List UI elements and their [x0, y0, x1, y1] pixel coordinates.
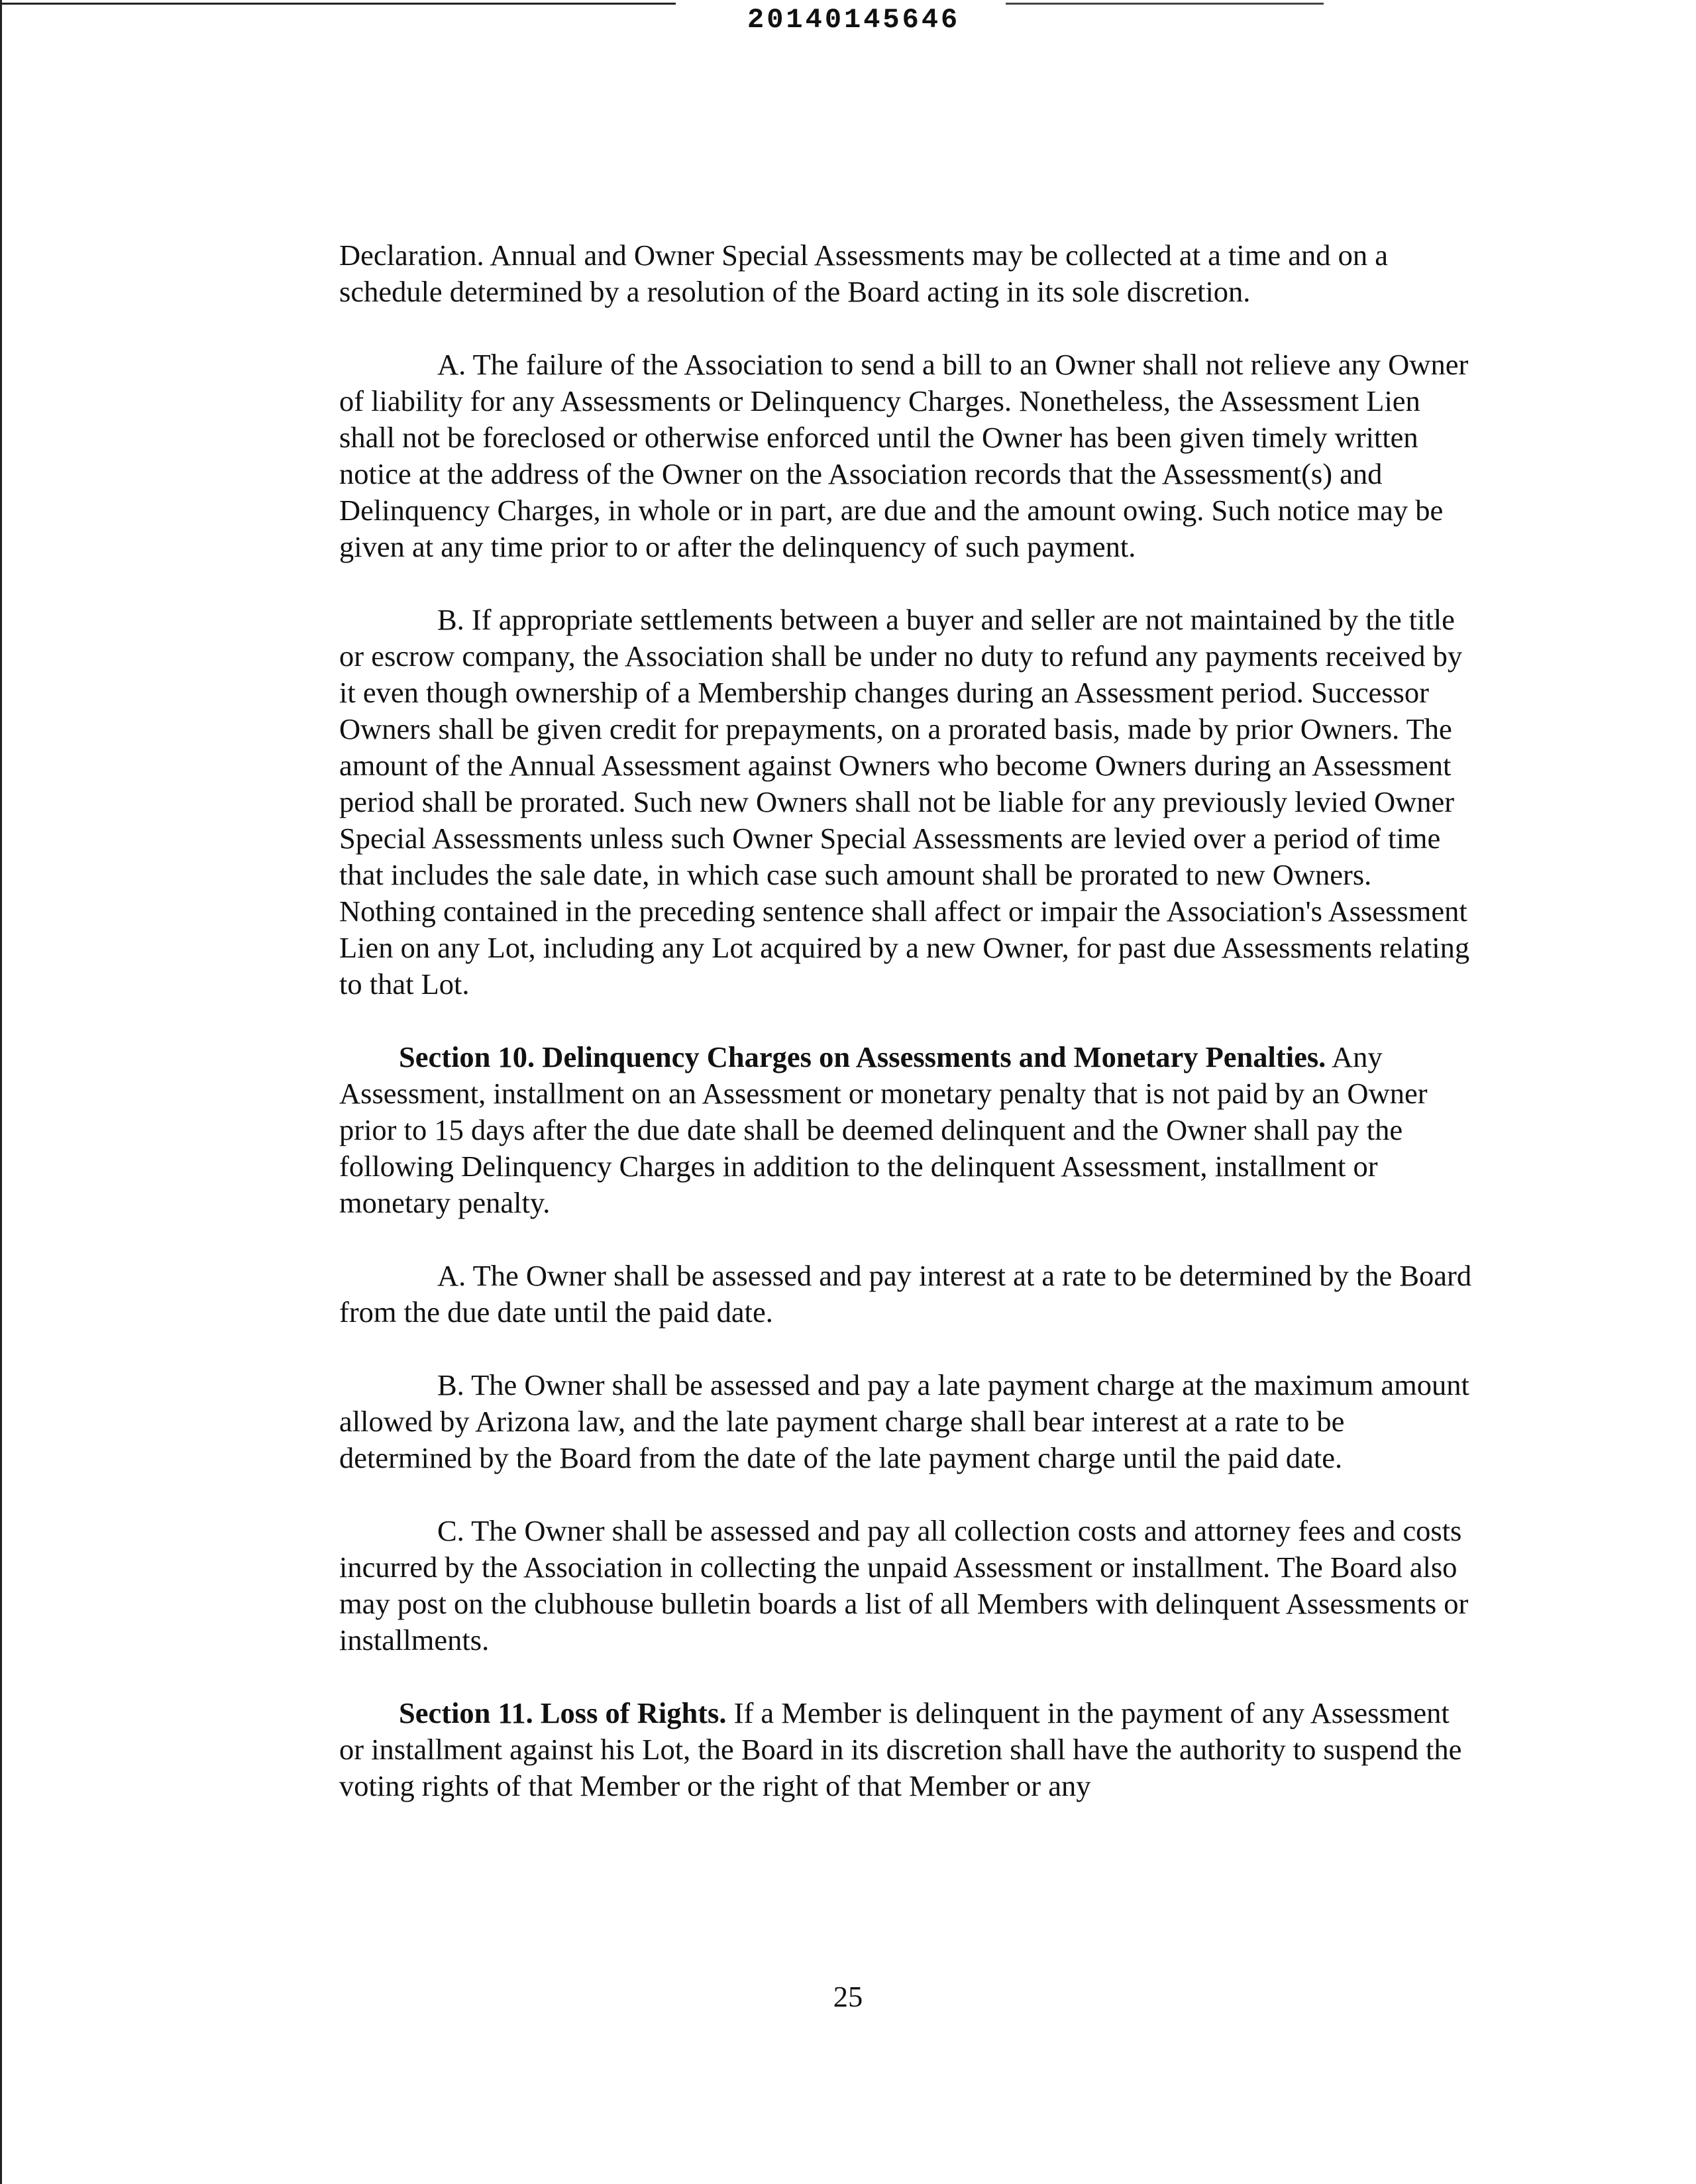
header-rule-right: [1006, 3, 1324, 5]
section-10-text: Any Assessment, installment on an Assessment or monetary penalty that is not paid by an Owner prior to 15 days after the due date shall be deemed delinquent and the Owner shall pay the following Delinquency Charges in addition to the delinquent Assessment, installment or monetary penalty.: [339, 1040, 1428, 1219]
section-10-item-c: C. The Owner shall be assessed and pay all collection costs and attorney fees and costs incurred by the Association in collecting the unpaid Assessment or installment. The Board also may post on the clubhouse bulletin boards a list of all Members with delinquent Assessments or installments.: [339, 1514, 1469, 1657]
paragraph-declaration: Declaration. Annual and Owner Special Assessments may be collected at a time and on a schedule determined by a resolution of the Board acting in its sole discretion.: [339, 239, 1388, 308]
section-10-item-b: B. The Owner shall be assessed and pay a late payment charge at the maximum amount allowed by Arizona law, and the late payment charge shall bear interest at a rate to be determined by the Board from the date of the late payment charge until the paid date.: [339, 1368, 1469, 1474]
document-body: [339, 237, 1473, 1841]
section-11-text: If a Member is delinquent in the payment of any Assessment or installment against his Lot, the Board in its discretion shall have the authority to suspend the voting rights of that Member or the right of that Member or any: [339, 1696, 1462, 1802]
section-11: [339, 1695, 1473, 1804]
scan-edge: [0, 0, 2, 2184]
document-number: 20140145646: [747, 4, 961, 36]
page-number: 25: [833, 1980, 863, 2013]
section-11-heading: Section 11. Loss of Rights.: [399, 1696, 727, 1729]
section-10: [339, 1039, 1473, 1221]
section-10-heading: Section 10. Delinquency Charges on Assessments and Monetary Penalties.: [399, 1040, 1326, 1073]
section-10-item-a: A. The Owner shall be assessed and pay interest at a rate to be determined by the Board from the due date until the paid date.: [339, 1259, 1472, 1329]
paragraph-a-billing: A. The failure of the Association to send a bill to an Owner shall not relieve any Owner of liability for any Assessments or Delinquency Charges. Nonetheless, the Assessment Lien shall not be foreclosed or otherwise enforced until the Owner has been given timely written notice at the address of the Owner on the Association records that the Assessment(s) and Delinquency Charges, in whole or in part, are due and the amount owing. Such notice may be given at any time prior to or after the delinquency of such payment.: [339, 348, 1469, 563]
header-rule-left: [0, 3, 676, 5]
paragraph-b-settlements: B. If appropriate settlements between a buyer and seller are not maintained by the title or escrow company, the Association shall be under no duty to refund any payments received by it even though ownership of a Membership changes during an Assessment period. Successor Owners shall be given credit for prepayments, on a prorated basis, made by prior Owners. The amount of the Annual Assessment against Owners who become Owners during an Assessment period shall be prorated. Such new Owners shall not be liable for any previously levied Owner Special Assessments unless such Owner Special Assessments are levied over a period of time that includes the sale date, in which case such amount shall be prorated to new Owners. Nothing contained in the preceding sentence shall affect or impair the Association's Assessment Lien on any Lot, including any Lot acquired by a new Owner, for past due Assessments relating to that Lot.: [339, 603, 1470, 1001]
